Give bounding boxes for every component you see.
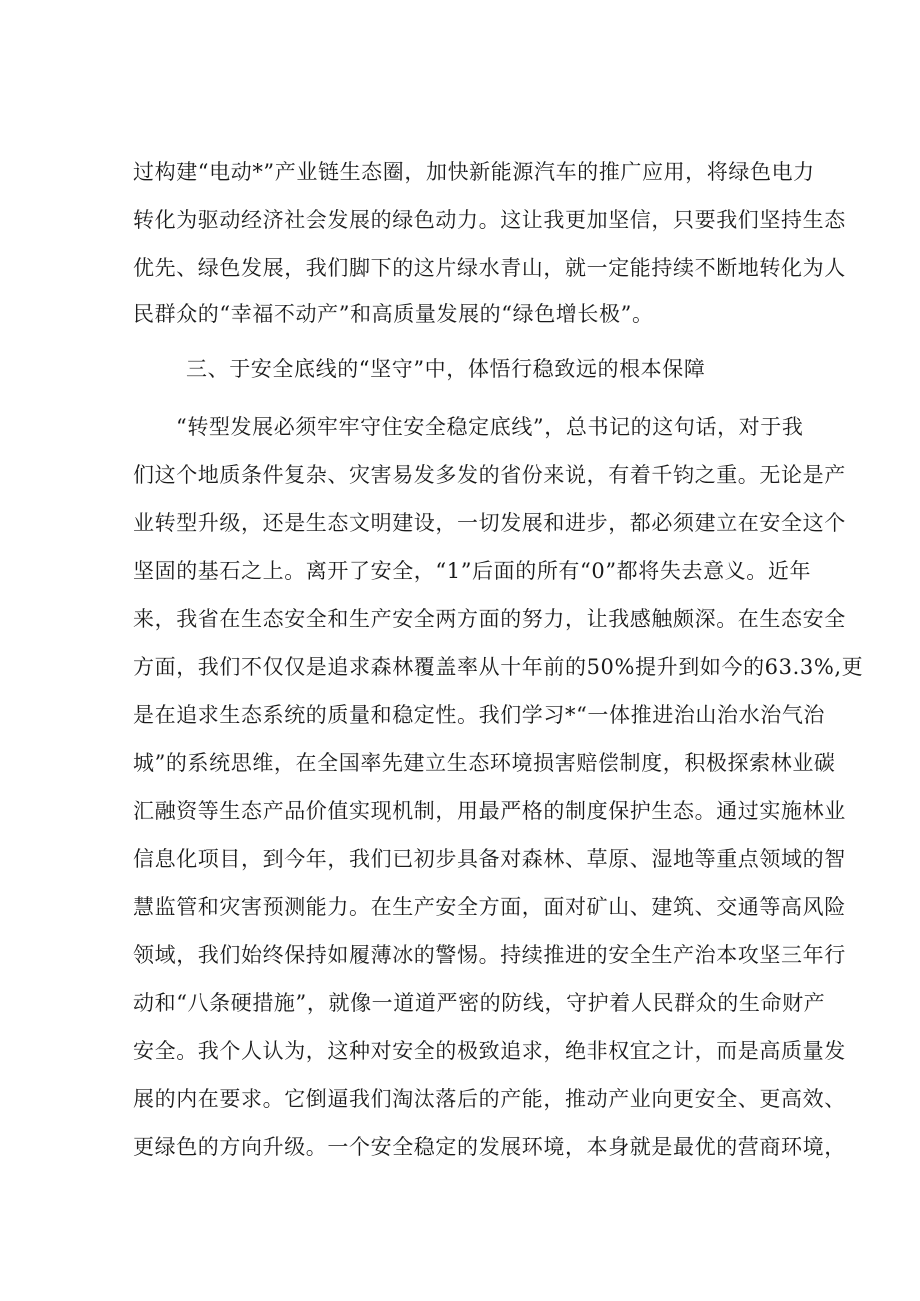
paragraph-2-line-13: 动和“八条硬措施”，就像一道道严密的防线，守护着人民群众的生命财产 bbox=[133, 991, 826, 1015]
paragraph-2-line-7: 是在追求生态系统的质量和稳定性。我们学习*“一体推进治山治水治气治 bbox=[133, 703, 826, 727]
section-heading: 三、于安全底线的“坚守”中，体悟行稳致远的根本保障 bbox=[186, 357, 706, 381]
paragraph-2-line-5: 来，我省在生态安全和生产安全两方面的努力，让我感触颇深。在生态安全 bbox=[133, 607, 846, 631]
paragraph-2-line-8: 城”的系统思维，在全国率先建立生态环境损害赔偿制度，积极探索林业碳 bbox=[133, 751, 836, 775]
paragraph-1-line-2: 转化为驱动经济社会发展的绿色动力。这让我更加坚信，只要我们坚持生态 bbox=[133, 208, 846, 232]
paragraph-2-line-6: 方面，我们不仅仅是追求森林覆盖率从十年前的50%提升到如今的63.3%,更 bbox=[133, 655, 864, 679]
paragraph-1-line-3: 优先、绿色发展，我们脚下的这片绿水青山，就一定能持续不断地转化为人 bbox=[133, 256, 846, 280]
paragraph-2-line-2: 们这个地质条件复杂、灾害易发多发的省份来说，有着千钧之重。无论是产 bbox=[133, 463, 846, 487]
paragraph-2-line-16: 更绿色的方向升级。一个安全稳定的发展环境，本身就是最优的营商环境， bbox=[133, 1135, 846, 1159]
paragraph-2-line-3: 业转型升级，还是生态文明建设，一切发展和进步，都必须建立在安全这个 bbox=[133, 511, 846, 535]
paragraph-2-line-15: 展的内在要求。它倒逼我们淘汰落后的产能，推动产业向更安全、更高效、 bbox=[133, 1087, 846, 1111]
paragraph-2-line-10: 信息化项目，到今年，我们已初步具备对森林、草原、湿地等重点领域的智 bbox=[133, 847, 846, 871]
paragraph-2-line-11: 慧监管和灾害预测能力。在生产安全方面，面对矿山、建筑、交通等高风险 bbox=[133, 895, 846, 919]
paragraph-2-line-12: 领域，我们始终保持如履薄冰的警惕。持续推进的安全生产治本攻坚三年行 bbox=[133, 943, 846, 967]
paragraph-1-line-4: 民群众的“幸福不动产”和高质量发展的“绿色增长极”。 bbox=[133, 302, 654, 326]
paragraph-2-line-1: “转型发展必须牢牢守住安全稳定底线”，总书记的这句话，对于我 bbox=[176, 415, 804, 439]
paragraph-1-line-1: 过构建“电动*”产业链生态圈，加快新能源汽车的推广应用，将绿色电力 bbox=[133, 160, 815, 184]
paragraph-2-line-14: 安全。我个人认为，这种对安全的极致追求，绝非权宜之计，而是高质量发 bbox=[133, 1039, 846, 1063]
paragraph-2-line-9: 汇融资等生态产品价值实现机制，用最严格的制度保护生态。通过实施林业 bbox=[133, 799, 846, 823]
paragraph-2-line-4: 坚固的基石之上。离开了安全，“1”后面的所有“0”都将失去意义。近年 bbox=[133, 559, 812, 583]
